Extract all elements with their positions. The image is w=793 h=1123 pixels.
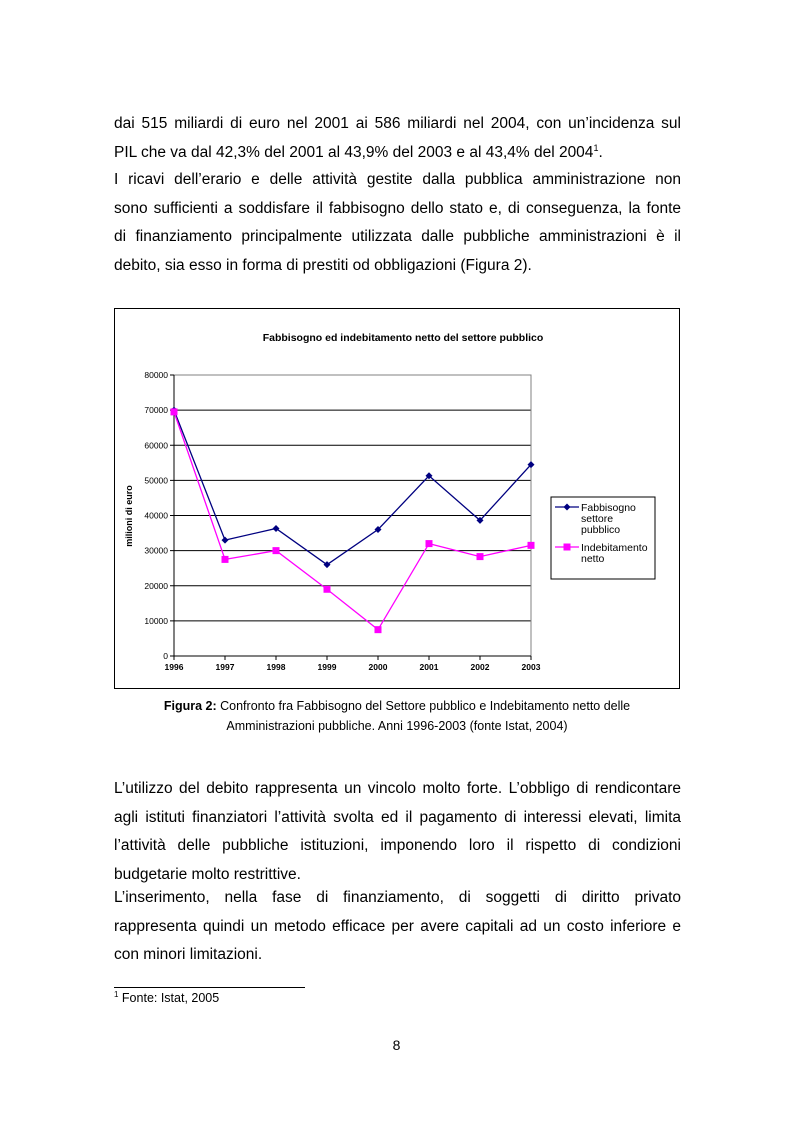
x-tick-label: 2002 xyxy=(470,662,490,672)
legend xyxy=(551,497,655,579)
chart-frame xyxy=(114,308,680,689)
footnote-text: Fonte: Istat, 2005 xyxy=(118,991,220,1005)
caption-label: Figura 2: xyxy=(163,699,217,713)
legend-label: settore xyxy=(581,513,614,525)
data-point xyxy=(528,542,535,549)
footnote-separator xyxy=(114,987,305,988)
paragraph-3 xyxy=(114,775,681,889)
footnote xyxy=(114,991,219,1005)
text-line: agli istituti finanziatori l’attività svolta ed il pagamento di interessi elevati, limita xyxy=(114,808,681,826)
series-lines xyxy=(171,407,535,634)
x-tick-label: 2000 xyxy=(368,662,388,672)
paragraph-1 xyxy=(114,110,681,167)
caption-text: Amministrazioni pubbliche. Anni 1996-2003 (fonte Istat, 2004) xyxy=(226,719,568,733)
footnote-reference[interactable]: 1 xyxy=(593,142,599,153)
x-tick-labels xyxy=(165,656,541,672)
chart-title: Fabbisogno ed indebitamento netto del settore pubblico xyxy=(262,332,544,344)
text-fragment: PIL che va dal 42,3% del 2001 al 43,9% del 2003 e al 43,4% del 2004 xyxy=(114,143,594,161)
data-point xyxy=(477,553,484,560)
figure-caption xyxy=(114,696,680,736)
x-tick-label: 1999 xyxy=(317,662,337,672)
data-point xyxy=(222,556,229,563)
legend-label: Indebitamento xyxy=(581,542,648,554)
text-line: l’attività delle pubbliche istituzioni, imponendo loro il rispetto di condizioni xyxy=(114,837,681,854)
y-tick-label: 0 xyxy=(163,651,168,661)
data-point xyxy=(324,586,331,593)
data-point xyxy=(375,626,382,633)
legend-marker xyxy=(564,544,571,551)
line-chart xyxy=(115,309,681,690)
page-number: 8 xyxy=(392,1037,401,1053)
y-tick-label: 60000 xyxy=(144,440,168,451)
text-line: dai 515 miliardi di euro nel 2001 ai 586 miliardi nel 2004, con un’incidenza sul xyxy=(114,115,681,132)
data-point xyxy=(426,540,433,547)
paragraph-4 xyxy=(114,884,681,970)
text-line: debito, sia esso in forma di prestiti od obbligazioni (Figura 2). xyxy=(114,256,532,274)
footnote-number: 1 xyxy=(114,989,119,999)
text-line: budgetarie molto restrittive. xyxy=(114,865,301,883)
legend-label: Fabbisogno xyxy=(581,502,636,514)
x-tick-label: 2003 xyxy=(521,662,541,672)
y-tick-label: 80000 xyxy=(144,370,168,380)
y-tick-label: 30000 xyxy=(144,545,168,556)
y-tick-label: 70000 xyxy=(144,405,168,416)
grid-lines xyxy=(174,375,531,621)
y-tick-label: 50000 xyxy=(144,475,168,486)
text-line: di finanziamento principalmente utilizzata dalle pubbliche amministrazioni è il xyxy=(114,228,681,245)
legend-label: pubblico xyxy=(581,524,621,536)
text-line xyxy=(114,139,681,168)
x-tick-label: 2001 xyxy=(419,662,439,672)
legend-label: netto xyxy=(581,553,605,565)
x-tick-label: 1998 xyxy=(266,662,286,672)
text-line: L’inserimento, nella fase di finanziamento, di soggetti di diritto privato xyxy=(114,889,681,906)
text-line: sono sufficienti a soddisfare il fabbisogno dello stato e, di conseguenza, la fonte xyxy=(114,199,681,217)
data-point xyxy=(171,408,178,415)
text-line: L’utilizzo del debito rappresenta un vincolo molto forte. L’obbligo di rendicontare xyxy=(114,780,681,797)
y-tick-label: 40000 xyxy=(144,510,168,521)
y-tick-label: 20000 xyxy=(144,580,168,591)
y-axis-label: milioni di euro xyxy=(124,485,134,547)
text-line: rappresenta quindi un metodo efficace per avere capitali ad un costo inferiore e xyxy=(114,917,681,935)
caption-text: Confronto fra Fabbisogno del Settore pubblico e Indebitamento netto delle xyxy=(216,699,631,713)
series-line xyxy=(174,410,531,565)
x-tick-label: 1996 xyxy=(164,662,184,672)
y-tick-labels xyxy=(144,370,174,661)
text-fragment: . xyxy=(598,143,603,161)
paragraph-2 xyxy=(114,166,681,280)
y-tick-label: 10000 xyxy=(144,615,168,626)
data-point xyxy=(273,547,280,554)
data-point xyxy=(222,537,229,544)
x-tick-label: 1997 xyxy=(215,662,235,672)
text-line: I ricavi dell’erario e delle attività gestite dalla pubblica amministrazione non xyxy=(114,171,681,188)
text-line: con minori limitazioni. xyxy=(114,946,263,963)
